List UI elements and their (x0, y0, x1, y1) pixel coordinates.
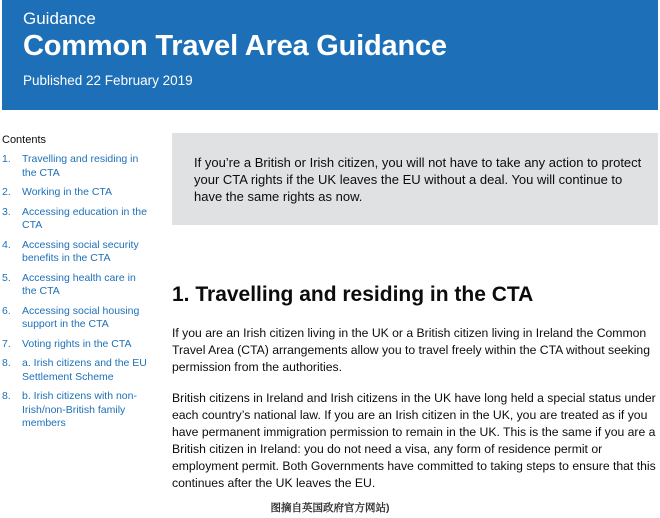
contents-link-voting-rights[interactable]: Voting rights in the CTA (22, 337, 132, 350)
contents-item-number: 3. (2, 205, 11, 218)
contents-item (2, 206, 152, 233)
contents-link-education[interactable]: Accessing education in the CTA (22, 205, 147, 231)
section-paragraph: British citizens in Ireland and Irish citizens in the UK have long held a special status under each country’s national law. If you are an Irish citizen in the UK, you are treated as if you have permanent immigration permission to remain in the UK. This is the same if you are a British citizen in Ireland: you do not need a visa, any form of residence permit or employment permit. Both Governments have committed to taking steps to ensure that this continues after the UK leaves the EU. (172, 391, 656, 490)
image-caption: 图摘自英国政府官方网站) (270, 502, 390, 514)
contents-item-number: 5. (2, 271, 11, 284)
contents-link-travelling[interactable]: Travelling and residing in the CTA (22, 153, 139, 179)
contents-link-social-housing[interactable]: Accessing social housing support in the CTA (22, 304, 140, 330)
page-header (2, 0, 658, 110)
contents-nav (2, 134, 152, 437)
contents-link-settlement-scheme[interactable]: a. Irish citizens and the EU Settlement Scheme (22, 357, 147, 383)
contents-item (2, 305, 152, 332)
section-paragraph: If you are an Irish citizen living in the UK or a British citizen living in Ireland the Common Travel Area (CTA) arrangements allow you to travel freely within the CTA without seeking permission from the authorities. (172, 326, 650, 374)
contents-link-health-care[interactable]: Accessing health care in the CTA (22, 271, 136, 297)
contents-item (2, 153, 152, 180)
contents-item (2, 239, 152, 266)
contents-item (2, 357, 152, 384)
contents-link-family-members[interactable]: b. Irish citizens with non-Irish/non-British family members (22, 390, 137, 429)
contents-heading: Contents (2, 134, 47, 146)
contents-item (2, 186, 152, 200)
contents-item-number: 1. (2, 153, 11, 165)
contents-item-number: 8. (2, 357, 11, 369)
contents-item-number: 4. (2, 238, 11, 251)
contents-item-number: 6. (2, 304, 11, 317)
header-kicker: Guidance (23, 9, 96, 28)
contents-item-number: 7. (2, 337, 11, 350)
contents-item (2, 338, 152, 352)
contents-item-number: 8. (2, 390, 11, 402)
callout-box (172, 133, 658, 225)
contents-link-social-security[interactable]: Accessing social security benefits in the CTA (22, 238, 139, 264)
contents-item (2, 390, 152, 431)
contents-link-working[interactable]: Working in the CTA (22, 186, 113, 198)
contents-item-number: 2. (2, 186, 11, 198)
page-title: Common Travel Area Guidance (23, 30, 447, 62)
callout-text: If you’re a British or Irish citizen, you will not have to take any action to protect your CTA rights if the UK leaves the EU without a deal. You will continue to have the same rights as now. (194, 155, 642, 204)
published-date: Published 22 February 2019 (23, 73, 193, 88)
section-title: 1. Travelling and residing in the CTA (172, 283, 534, 306)
contents-item (2, 272, 152, 299)
contents-list (2, 153, 152, 431)
